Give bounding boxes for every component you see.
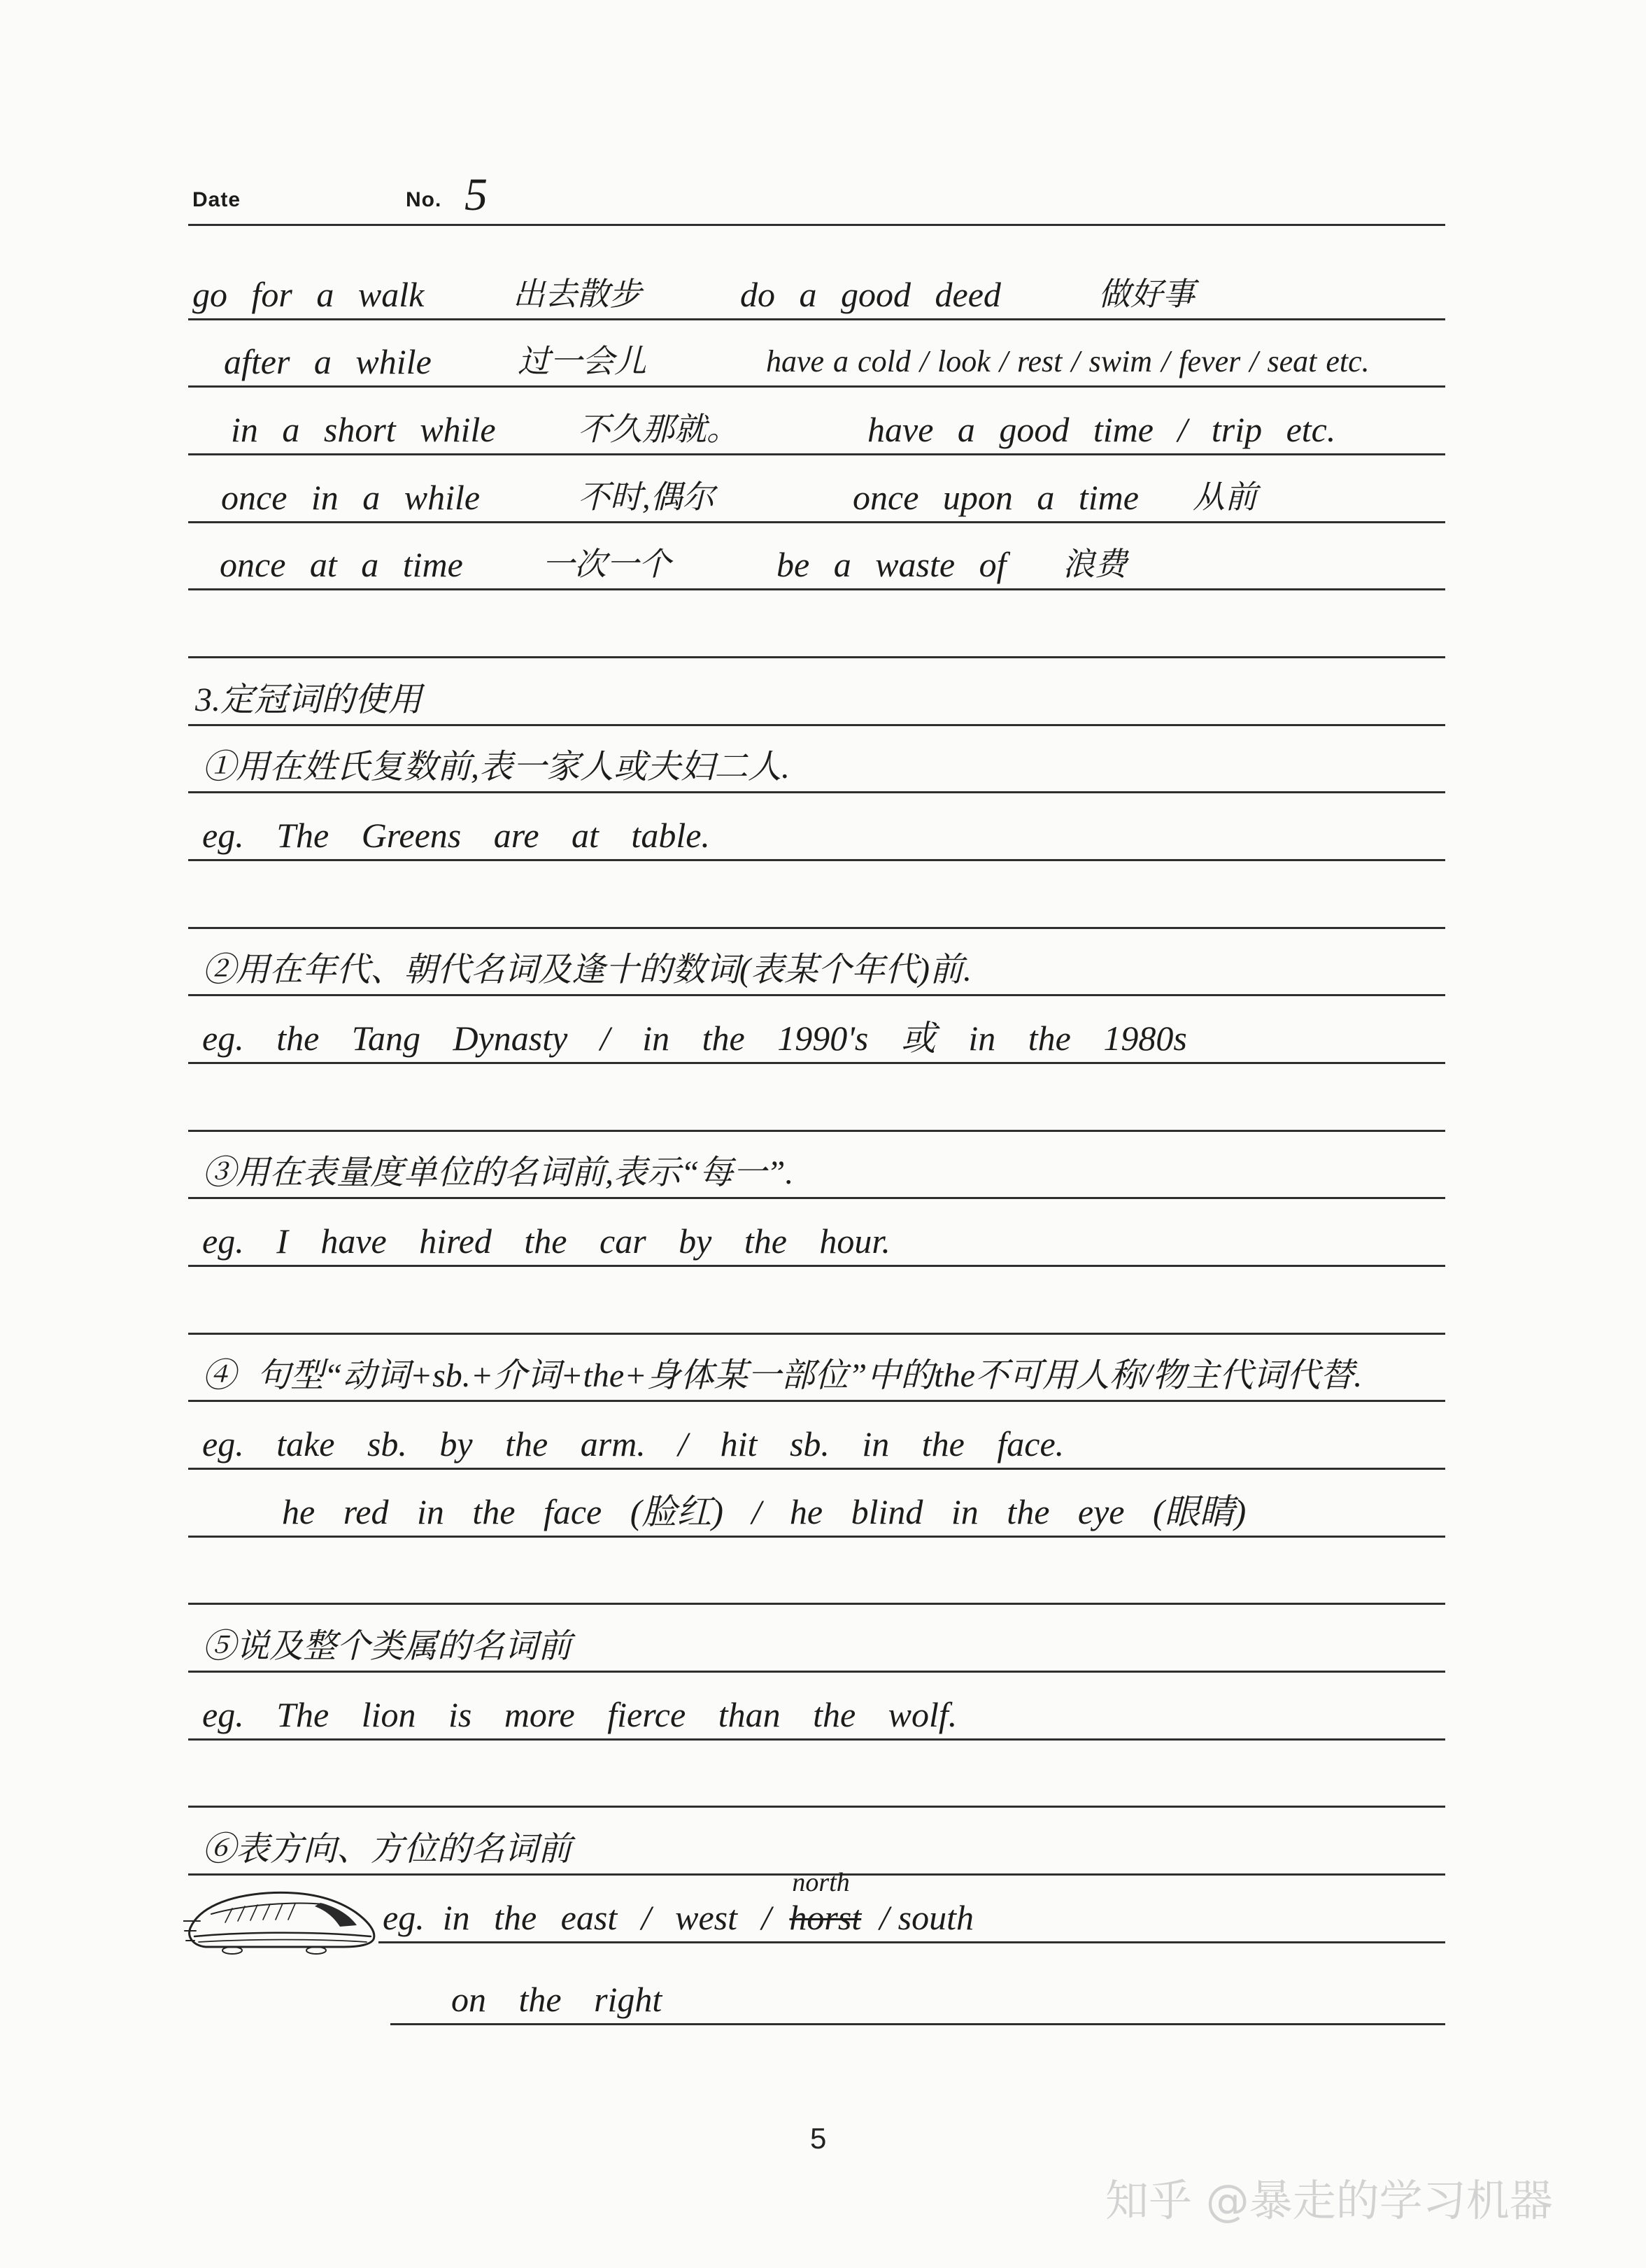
bullet-train-icon — [183, 1872, 379, 1963]
ruled-line — [188, 656, 1445, 658]
rule-text: ⑤说及整个类属的名词前 — [202, 1628, 572, 1665]
ruled-line — [188, 1536, 1445, 1538]
rule-example: eg. The lion is more fierce than the wolf. — [202, 1695, 958, 1734]
watermark: 知乎 @暴走的学习机器 — [1105, 2175, 1553, 2226]
ruled-line — [188, 1738, 1445, 1741]
ruled-line — [188, 1671, 1445, 1673]
ruled-line — [188, 385, 1445, 388]
page-number: 5 — [810, 2122, 827, 2155]
phrase-english: once in a while — [221, 478, 481, 517]
ruled-line — [188, 521, 1445, 523]
crossed-out-text: horst — [789, 1898, 862, 1937]
number-label: No. — [406, 188, 442, 211]
rule-example: eg. I have hired the car by the hour. — [202, 1221, 891, 1261]
correction-text: north — [792, 1868, 850, 1897]
phrase-row — [0, 274, 1646, 316]
phrase-english: be a waste of — [776, 545, 1007, 584]
rule-text: ⑥表方向、方位的名词前 — [202, 1831, 572, 1868]
ruled-line — [188, 453, 1445, 455]
phrase-row — [0, 476, 1646, 518]
ruled-line — [188, 1333, 1445, 1335]
ruled-line — [188, 318, 1445, 320]
page-number-handwritten: 5 — [464, 169, 488, 220]
ruled-line — [188, 859, 1445, 861]
ruled-line — [188, 927, 1445, 929]
phrase-chinese: 一次一个 — [542, 546, 671, 582]
ruled-line — [188, 791, 1445, 793]
rule-example: on the right — [451, 1980, 662, 2019]
ruled-line — [188, 1468, 1445, 1470]
ruled-line — [188, 994, 1445, 996]
example-suffix: / south — [879, 1898, 974, 1937]
ruled-line — [188, 1806, 1445, 1808]
phrase-chinese: 不时,偶尔 — [578, 479, 715, 515]
crossed-out-word — [789, 1868, 862, 1939]
date-label: Date — [192, 188, 241, 211]
rule-example: eg. take sb. by the arm. / hit sb. in the face. — [202, 1424, 1065, 1463]
ruled-line — [188, 1603, 1445, 1605]
phrase-english: once upon a time — [853, 478, 1139, 517]
rule-example — [383, 1868, 992, 1939]
ruled-line — [188, 1400, 1445, 1402]
ruled-line — [188, 1265, 1445, 1267]
rule-example: he red in the face (脸红) / he blind in the eye (眼睛) — [282, 1492, 1247, 1531]
phrase-english: do a good deed — [740, 275, 1001, 314]
ruled-line — [188, 588, 1445, 590]
phrase-chinese: 从前 — [1193, 479, 1257, 515]
phrase-row — [0, 409, 1646, 451]
rule-text: ①用在姓氏复数前,表一家人或夫妇二人. — [202, 749, 790, 786]
phrase-chinese: 不久那就。 — [578, 411, 739, 447]
ruled-line — [188, 724, 1445, 726]
ruled-line — [188, 1062, 1445, 1064]
ruled-line — [390, 2023, 1445, 2025]
phrase-english: in a short while — [231, 410, 496, 449]
phrase-row — [0, 341, 1646, 383]
ruled-line — [188, 1130, 1445, 1132]
phrase-chinese: 出去散步 — [513, 276, 641, 312]
rule-example: eg. The Greens are at table. — [202, 816, 710, 855]
example-text: in the east / west / — [442, 1898, 772, 1937]
phrase-english: after a while — [224, 342, 432, 381]
rule-text: ④ 句型“动词+sb.+介词+the+身体某一部位”中的the不可用人称/物主代词代替. — [202, 1357, 1363, 1394]
phrase-chinese: 做好事 — [1098, 276, 1195, 312]
section-title: 3.定冠词的使用 — [195, 681, 423, 718]
example-prefix: eg. — [383, 1898, 425, 1937]
phrase-chinese: 过一会儿 — [518, 343, 646, 379]
rule-text: ②用在年代、朝代名词及逢十的数词(表某个年代)前. — [202, 951, 972, 988]
phrase-row — [0, 544, 1646, 586]
phrase-english: go for a walk — [192, 275, 425, 314]
ruled-line — [188, 1197, 1445, 1199]
rule-text: ③用在表量度单位的名词前,表示“每一”. — [202, 1154, 794, 1191]
phrase-chinese: 浪费 — [1063, 546, 1127, 582]
rule-example: eg. the Tang Dynasty / in the 1990's 或 in the 1980s — [202, 1019, 1187, 1058]
phrase-english: have a cold / look / rest / swim / fever / seat etc. — [766, 344, 1370, 378]
ruled-line — [378, 1941, 1445, 1943]
phrase-english: once at a time — [220, 545, 463, 584]
phrase-english: have a good time / trip etc. — [867, 410, 1336, 449]
header-line — [188, 224, 1445, 226]
